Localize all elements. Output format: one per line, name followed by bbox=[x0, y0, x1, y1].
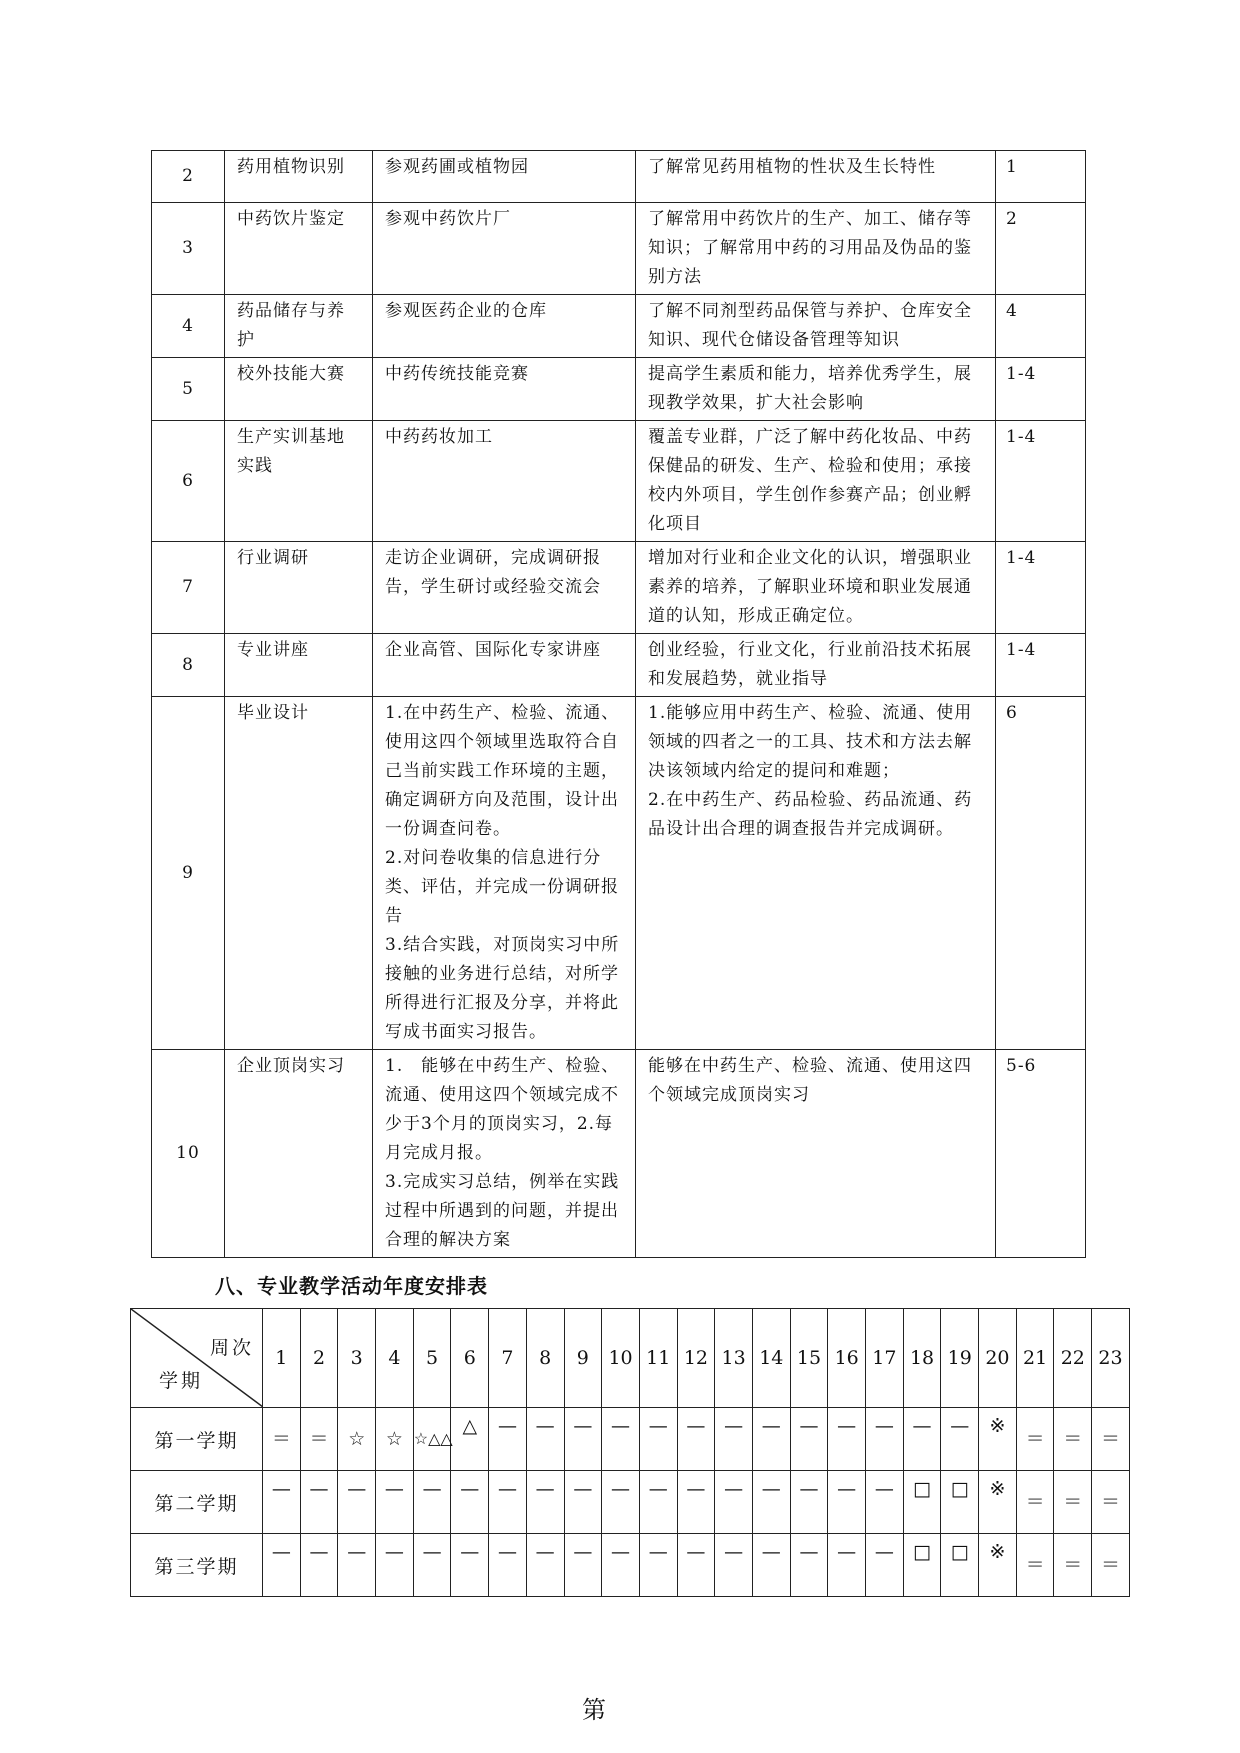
schedule-cell: ☆ bbox=[376, 1408, 414, 1471]
schedule-cell: — bbox=[903, 1408, 941, 1471]
schedule-cell: — bbox=[413, 1534, 451, 1597]
activity-content-cell bbox=[373, 697, 636, 1050]
activity-name-cell: 企业顶岗实习 bbox=[225, 1050, 373, 1258]
week-number-cell: 20 bbox=[979, 1309, 1017, 1408]
practice-row bbox=[152, 697, 1086, 1050]
schedule-cell: — bbox=[715, 1471, 753, 1534]
schedule-cell: — bbox=[828, 1471, 866, 1534]
practice-row bbox=[152, 634, 1086, 697]
schedule-cell: — bbox=[941, 1408, 979, 1471]
week-number-cell: 18 bbox=[903, 1309, 941, 1408]
practice-row bbox=[152, 295, 1086, 358]
week-number-cell: 1 bbox=[263, 1309, 301, 1408]
schedule-cell: — bbox=[602, 1534, 640, 1597]
row-number-cell: 5 bbox=[152, 358, 225, 421]
schedule-cell: — bbox=[752, 1534, 790, 1597]
week-axis-label: 周次 bbox=[209, 1337, 254, 1359]
schedule-cell: — bbox=[300, 1534, 338, 1597]
schedule-cell: — bbox=[526, 1408, 564, 1471]
schedule-cell: — bbox=[790, 1408, 828, 1471]
schedule-cell: ☆ bbox=[338, 1408, 376, 1471]
schedule-cell: ※ bbox=[979, 1471, 1017, 1534]
schedule-cell: ＝ bbox=[1016, 1408, 1054, 1471]
schedule-cell: □ bbox=[903, 1534, 941, 1597]
schedule-cell: — bbox=[790, 1534, 828, 1597]
row-number-cell: 7 bbox=[152, 542, 225, 634]
practice-row bbox=[152, 203, 1086, 295]
semester-row bbox=[131, 1471, 1130, 1534]
schedule-cell: — bbox=[564, 1534, 602, 1597]
schedule-cell: — bbox=[866, 1408, 904, 1471]
week-number-cell: 3 bbox=[338, 1309, 376, 1408]
schedule-header-row bbox=[131, 1309, 1130, 1408]
semester-label-cell: 第三学期 bbox=[131, 1534, 263, 1597]
schedule-cell: ☆△△ bbox=[413, 1408, 451, 1471]
practice-row bbox=[152, 358, 1086, 421]
activity-goal-cell-item: 1.能够应用中药生产、检验、流通、使用领域的四者之一的工具、技术和方法去解决该领域内给定的提问和难题； bbox=[648, 703, 973, 781]
schedule-cell: — bbox=[338, 1534, 376, 1597]
semester-cell: 2 bbox=[996, 203, 1086, 295]
schedule-cell: — bbox=[564, 1471, 602, 1534]
schedule-cell: ＝ bbox=[1092, 1471, 1130, 1534]
row-number-cell: 10 bbox=[152, 1050, 225, 1258]
activity-goal-cell bbox=[636, 697, 996, 1050]
row-number-cell: 3 bbox=[152, 203, 225, 295]
schedule-cell: — bbox=[602, 1408, 640, 1471]
schedule-cell: — bbox=[715, 1408, 753, 1471]
semester-cell: 6 bbox=[996, 697, 1086, 1050]
schedule-cell: □ bbox=[941, 1471, 979, 1534]
activity-name-cell: 中药饮片鉴定 bbox=[225, 203, 373, 295]
schedule-cell: ＝ bbox=[1092, 1408, 1130, 1471]
schedule-cell: ＝ bbox=[1016, 1471, 1054, 1534]
schedule-cell: △ bbox=[451, 1408, 489, 1471]
schedule-cell: — bbox=[376, 1534, 414, 1597]
activity-content-cell-item: 2.对问卷收集的信息进行分类、评估，并完成一份调研报告 bbox=[385, 848, 619, 926]
practice-table-body bbox=[152, 151, 1086, 1258]
week-number-cell: 4 bbox=[376, 1309, 414, 1408]
schedule-cell: — bbox=[639, 1471, 677, 1534]
schedule-cell: ※ bbox=[979, 1534, 1017, 1597]
activity-goal-cell: 了解不同剂型药品保管与养护、仓库安全知识、现代仓储设备管理等知识 bbox=[636, 295, 996, 358]
schedule-cell: ※ bbox=[979, 1408, 1017, 1471]
activity-content-cell-item: 3.完成实习总结，例举在实践过程中所遇到的问题，并提出合理的解决方案 bbox=[385, 1172, 620, 1250]
activity-goal-cell: 覆盖专业群，广泛了解中药化妆品、中药保健品的研发、生产、检验和使用；承接校内外项目，学生创作参赛产品；创业孵化项目 bbox=[636, 421, 996, 542]
week-number-cell: 15 bbox=[790, 1309, 828, 1408]
schedule-cell: ＝ bbox=[1054, 1471, 1092, 1534]
schedule-cell: — bbox=[828, 1534, 866, 1597]
activity-name-cell: 药品储存与养护 bbox=[225, 295, 373, 358]
row-number-cell: 9 bbox=[152, 697, 225, 1050]
activity-name-cell: 药用植物识别 bbox=[225, 151, 373, 203]
schedule-cell: — bbox=[828, 1408, 866, 1471]
schedule-cell: ＝ bbox=[1054, 1534, 1092, 1597]
schedule-cell: — bbox=[489, 1471, 527, 1534]
week-number-cell: 14 bbox=[752, 1309, 790, 1408]
activity-name-cell: 行业调研 bbox=[225, 542, 373, 634]
practice-row bbox=[152, 421, 1086, 542]
row-number-cell: 2 bbox=[152, 151, 225, 203]
schedule-cell: — bbox=[489, 1408, 527, 1471]
schedule-cell: — bbox=[866, 1471, 904, 1534]
page-footer: 第 bbox=[582, 1696, 606, 1724]
schedule-cell: — bbox=[564, 1408, 602, 1471]
activity-goal-cell-item: 能够在中药生产、检验、流通、使用这四个领域完成顶岗实习 bbox=[648, 1056, 972, 1105]
header-corner-cell bbox=[131, 1309, 263, 1408]
schedule-cell: ＝ bbox=[1092, 1534, 1130, 1597]
activity-name-cell: 校外技能大赛 bbox=[225, 358, 373, 421]
semester-cell: 1-4 bbox=[996, 421, 1086, 542]
schedule-cell: — bbox=[263, 1471, 301, 1534]
semester-label-cell: 第二学期 bbox=[131, 1471, 263, 1534]
row-number-cell: 4 bbox=[152, 295, 225, 358]
activity-goal-cell: 了解常用中药饮片的生产、加工、储存等知识；了解常用中药的习用品及伪品的鉴别方法 bbox=[636, 203, 996, 295]
schedule-cell: — bbox=[300, 1471, 338, 1534]
activity-content-cell: 中药传统技能竞赛 bbox=[373, 358, 636, 421]
schedule-cell: ＝ bbox=[263, 1408, 301, 1471]
schedule-cell: □ bbox=[941, 1534, 979, 1597]
semester-row bbox=[131, 1534, 1130, 1597]
schedule-cell: — bbox=[639, 1408, 677, 1471]
week-number-cell: 16 bbox=[828, 1309, 866, 1408]
week-number-cell: 5 bbox=[413, 1309, 451, 1408]
week-number-cell: 22 bbox=[1054, 1309, 1092, 1408]
schedule-cell: — bbox=[526, 1534, 564, 1597]
schedule-cell: — bbox=[451, 1471, 489, 1534]
week-number-cell: 9 bbox=[564, 1309, 602, 1408]
section-heading: 八、专业教学活动年度安排表 bbox=[215, 1274, 488, 1298]
activity-goal-cell: 了解常见药用植物的性状及生长特性 bbox=[636, 151, 996, 203]
activity-content-cell bbox=[373, 1050, 636, 1258]
activity-goal-cell: 提高学生素质和能力，培养优秀学生，展现教学效果，扩大社会影响 bbox=[636, 358, 996, 421]
semester-cell: 1-4 bbox=[996, 358, 1086, 421]
activity-goal-cell bbox=[636, 1050, 996, 1258]
week-number-cell: 23 bbox=[1092, 1309, 1130, 1408]
schedule-cell: — bbox=[451, 1534, 489, 1597]
semester-cell: 1-4 bbox=[996, 634, 1086, 697]
activity-goal-cell-item: 2.在中药生产、药品检验、药品流通、药品设计出合理的调查报告并完成调研。 bbox=[648, 790, 973, 839]
week-number-cell: 12 bbox=[677, 1309, 715, 1408]
practice-row bbox=[152, 1050, 1086, 1258]
activity-name-cell: 毕业设计 bbox=[225, 697, 373, 1050]
activity-name-cell: 专业讲座 bbox=[225, 634, 373, 697]
activity-content-cell: 参观医药企业的仓库 bbox=[373, 295, 636, 358]
activity-content-cell: 中药药妆加工 bbox=[373, 421, 636, 542]
activity-goal-cell: 创业经验，行业文化，行业前沿技术拓展和发展趋势，就业指导 bbox=[636, 634, 996, 697]
week-number-cell: 7 bbox=[489, 1309, 527, 1408]
schedule-cell: — bbox=[639, 1534, 677, 1597]
schedule-cell: ＝ bbox=[300, 1408, 338, 1471]
practice-row bbox=[152, 542, 1086, 634]
semester-label-cell: 第一学期 bbox=[131, 1408, 263, 1471]
week-number-cell: 10 bbox=[602, 1309, 640, 1408]
week-number-cell: 19 bbox=[941, 1309, 979, 1408]
week-number-cell: 8 bbox=[526, 1309, 564, 1408]
annual-schedule-table bbox=[130, 1308, 1130, 1597]
week-number-cell: 17 bbox=[866, 1309, 904, 1408]
week-number-cell: 2 bbox=[300, 1309, 338, 1408]
practice-row bbox=[152, 151, 1086, 203]
schedule-table-body bbox=[131, 1309, 1130, 1597]
activity-name-cell: 生产实训基地实践 bbox=[225, 421, 373, 542]
row-number-cell: 6 bbox=[152, 421, 225, 542]
semester-axis-label: 学期 bbox=[159, 1370, 204, 1392]
schedule-cell: — bbox=[376, 1471, 414, 1534]
week-number-cell: 13 bbox=[715, 1309, 753, 1408]
schedule-cell: — bbox=[752, 1408, 790, 1471]
week-number-cell: 6 bbox=[451, 1309, 489, 1408]
schedule-cell: — bbox=[677, 1471, 715, 1534]
schedule-cell: ＝ bbox=[1016, 1534, 1054, 1597]
semester-cell: 4 bbox=[996, 295, 1086, 358]
schedule-cell: — bbox=[752, 1471, 790, 1534]
semester-cell: 5-6 bbox=[996, 1050, 1086, 1258]
activity-content-cell: 参观药圃或植物园 bbox=[373, 151, 636, 203]
semester-cell: 1-4 bbox=[996, 542, 1086, 634]
activity-content-cell-item: 3.结合实践，对顶岗实习中所接触的业务进行总结，对所学所得进行汇报及分享，并将此写成书面实习报告。 bbox=[385, 935, 620, 1042]
practice-activities-table bbox=[151, 150, 1086, 1258]
schedule-cell: ＝ bbox=[1054, 1408, 1092, 1471]
schedule-cell: — bbox=[526, 1471, 564, 1534]
semester-cell: 1 bbox=[996, 151, 1086, 203]
activity-content-cell-item: 1. 能够在中药生产、检验、流通、使用这四个领域完成不少于3个月的顶岗实习，2.每月完成月报。 bbox=[385, 1056, 620, 1163]
schedule-cell: — bbox=[338, 1471, 376, 1534]
schedule-cell: — bbox=[602, 1471, 640, 1534]
schedule-cell: — bbox=[263, 1534, 301, 1597]
schedule-cell: □ bbox=[903, 1471, 941, 1534]
activity-content-cell-item: 1.在中药生产、检验、流通、使用这四个领域里选取符合自己当前实践工作环境的主题，确定调研方向及范围，设计出一份调查问卷。 bbox=[385, 703, 620, 839]
activity-content-cell: 企业高管、国际化专家讲座 bbox=[373, 634, 636, 697]
semester-row bbox=[131, 1408, 1130, 1471]
activity-content-cell: 走访企业调研，完成调研报告，学生研讨或经验交流会 bbox=[373, 542, 636, 634]
week-number-cell: 11 bbox=[639, 1309, 677, 1408]
schedule-cell: — bbox=[413, 1471, 451, 1534]
schedule-cell: — bbox=[866, 1534, 904, 1597]
activity-goal-cell: 增加对行业和企业文化的认识，增强职业素养的培养，了解职业环境和职业发展通道的认知，形成正确定位。 bbox=[636, 542, 996, 634]
week-number-cell: 21 bbox=[1016, 1309, 1054, 1408]
schedule-cell: — bbox=[715, 1534, 753, 1597]
schedule-cell: — bbox=[790, 1471, 828, 1534]
schedule-cell: — bbox=[489, 1534, 527, 1597]
row-number-cell: 8 bbox=[152, 634, 225, 697]
schedule-cell: — bbox=[677, 1408, 715, 1471]
activity-content-cell: 参观中药饮片厂 bbox=[373, 203, 636, 295]
schedule-cell: — bbox=[677, 1534, 715, 1597]
